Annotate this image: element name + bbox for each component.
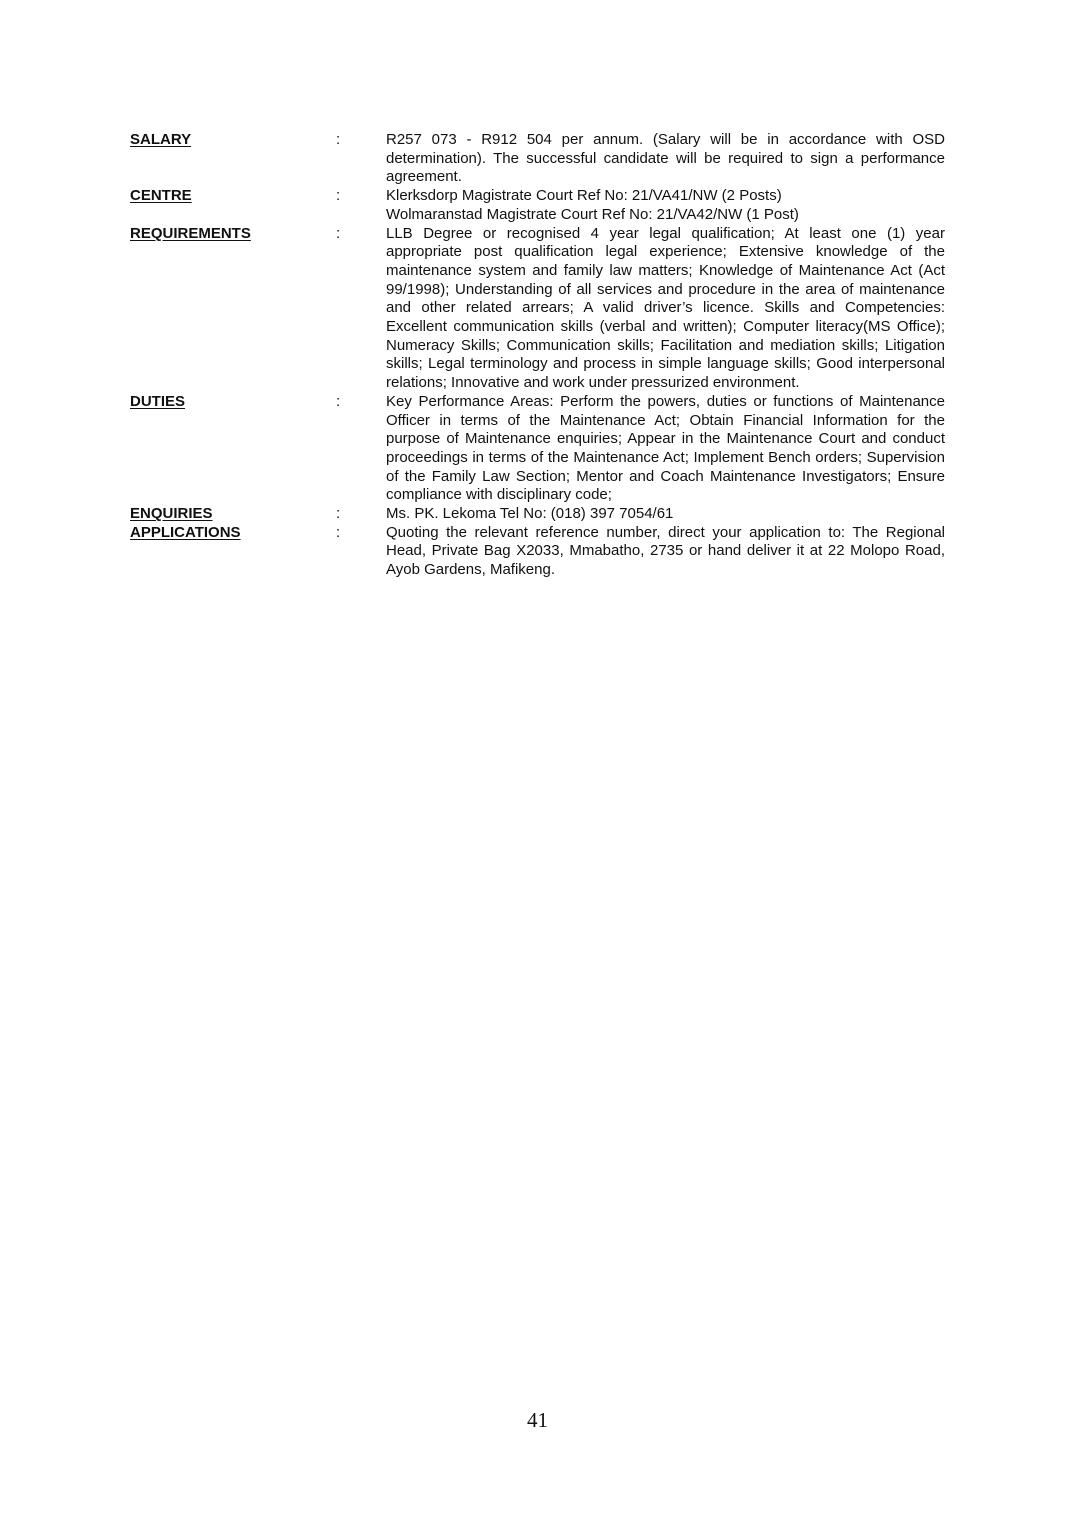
salary-value: R257 073 - R912 504 per annum. (Salary will be in accordance with OSD determination). The successful candidate will be required to sign a performance agreement. [386, 131, 945, 186]
enquiries-value: Ms. PK. Lekoma Tel No: (018) 397 7054/61 [386, 505, 674, 523]
enquiries-colon: : [336, 505, 341, 523]
salary-colon: : [336, 131, 341, 148]
applications-value: Quoting the relevant reference number, direct your application to: The Regional Head, Private Bag X2033, Mmabatho, 2735 or hand deliver it at 22 Molopo Road, Ayob Gardens, Mafikeng. [386, 523, 945, 579]
requirements-label: REQUIREMENTS [130, 224, 251, 242]
centre-value [386, 187, 945, 224]
applications-colon: : [336, 523, 341, 541]
requirements-colon: : [336, 224, 341, 242]
page-number: 41 [527, 1408, 548, 1432]
enquiries-row [130, 505, 945, 524]
duties-label: DUTIES [130, 392, 186, 410]
centre-label: CENTRE [130, 187, 192, 205]
salary-row [130, 131, 945, 187]
applications-row [130, 524, 945, 580]
requirements-value: LLB Degree or recognised 4 year legal qualification; At least one (1) year appropriate post qualification legal experience; Extensive knowledge of the maintenance system and family law matters; Knowledge of Maintenance Act (Act 99/1998); Understanding of all services and procedure in the area of maintenance and other related arrears; A valid driver’s licence. Skills and Competencies: Excellent communication skills (verbal and written); Computer literacy(MS Office); Numeracy Skills; Communication skills; Facilitation and mediation skills; Litigation skills; Legal terminology and process in simple language skills; Good interpersonal relations; Innovative and work under pressurized environment. [386, 224, 945, 392]
centre-line-klerksdorp: Klerksdorp Magistrate Court Ref No: 21/VA41/NW (2 Posts) [386, 187, 782, 205]
applications-label: APPLICATIONS [130, 523, 241, 541]
centre-colon: : [336, 187, 341, 205]
requirements-row [130, 225, 945, 393]
duties-value: Key Performance Areas: Perform the powers, duties or functions of Maintenance Officer in terms of the Maintenance Act; Obtain Financial Information for the purpose of Maintenance enquiries; Appear in the Maintenance Court and conduct proceedings in terms of the Maintenance Act; Implement Bench orders; Supervision of the Family Law Section; Mentor and Coach Maintenance Investigators; Ensure compliance with disciplinary code; [386, 392, 945, 504]
enquiries-label: ENQUIRIES [130, 505, 213, 523]
duties-colon: : [336, 392, 341, 410]
duties-row [130, 393, 945, 505]
salary-label: SALARY [130, 131, 192, 148]
centre-row [130, 187, 945, 224]
advert-details [130, 131, 945, 580]
centre-line-wolmaranstad: Wolmaranstad Magistrate Court Ref No: 21/VA42/NW (1 Post) [386, 205, 799, 223]
